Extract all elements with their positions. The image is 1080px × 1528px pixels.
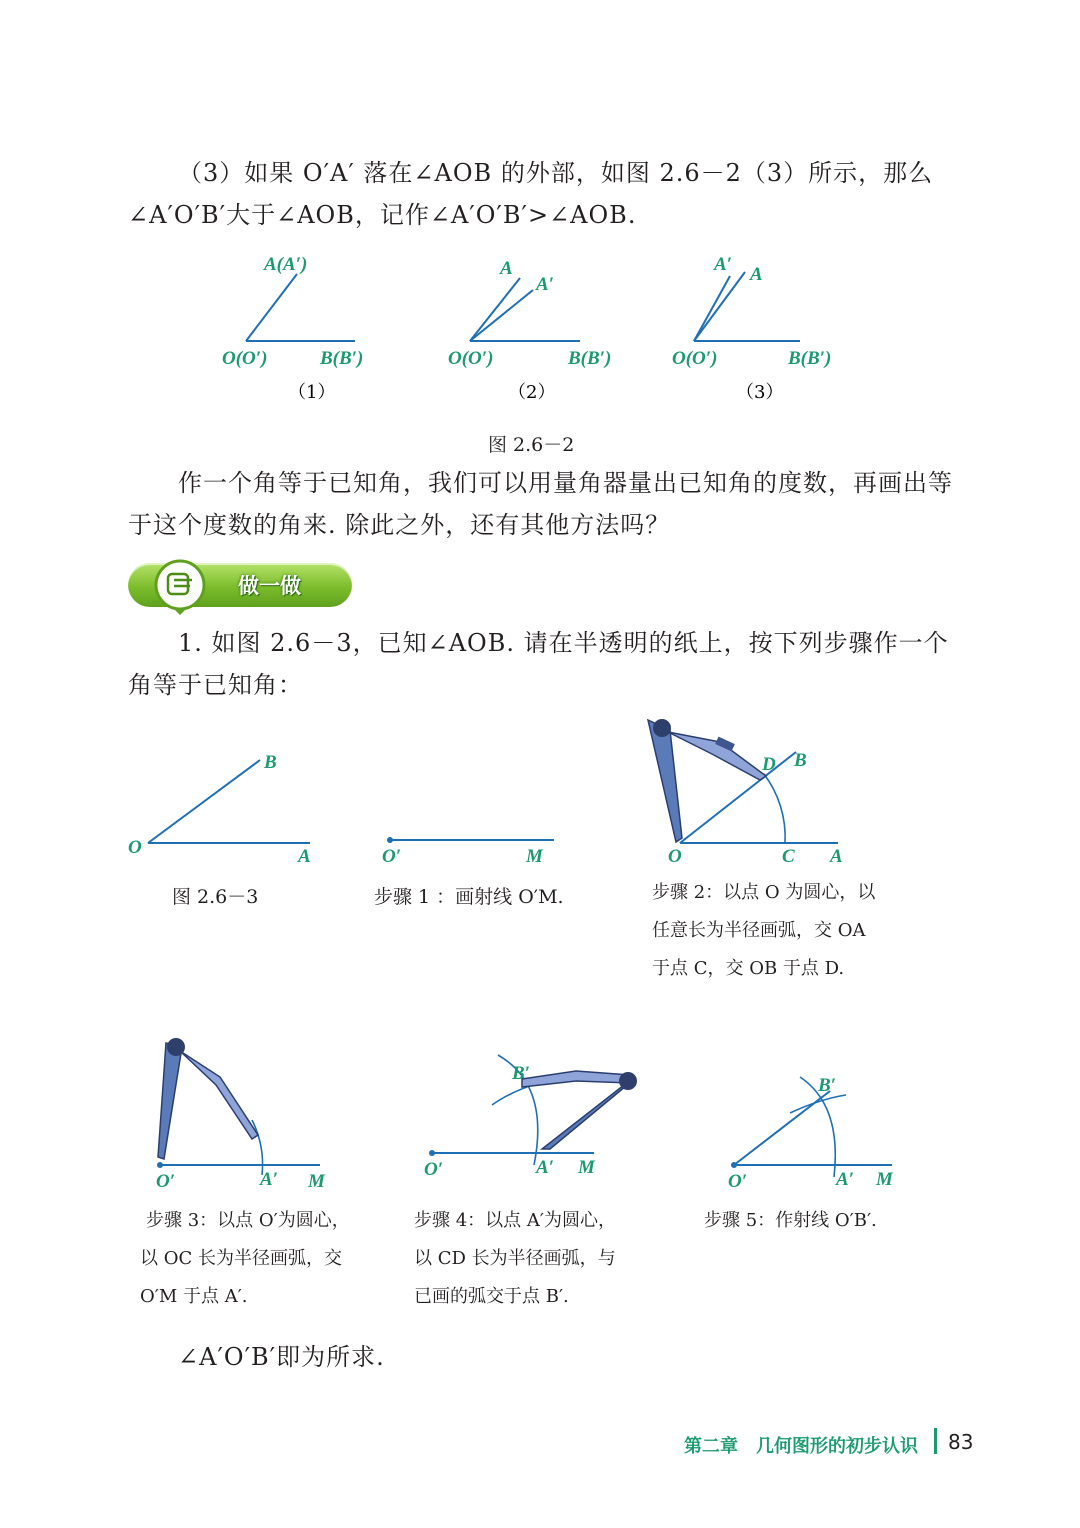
label-a-prime: A′: [536, 274, 555, 295]
subcaption-2: （2）: [508, 382, 556, 403]
label-a-prime: A′: [260, 1169, 279, 1190]
step-1-caption: 步骤 1 ：画射线 O′M.: [374, 886, 564, 908]
figure-2-6-2-panel-2: [448, 258, 611, 403]
label-a-prime: A′: [536, 1157, 555, 1178]
figure-2-6-3: [128, 752, 311, 867]
footer-chapter: 第二章 几何图形的初步认识: [684, 1436, 918, 1457]
task-1-line-2: 角等于已知角：: [128, 671, 303, 699]
step-3-line-3: O′M 于点 A′.: [140, 1286, 248, 1307]
label-b-b-prime: B(B′): [788, 348, 832, 369]
label-o-prime: O′: [156, 1171, 176, 1192]
paragraph-2-line-1: 作一个角等于已知角，我们可以用量角器量出已知角的度数，再画出等: [178, 469, 953, 497]
label-m: M: [526, 846, 543, 867]
step-4-line-1: 步骤 4：以点 A′为圆心，: [414, 1210, 616, 1231]
step-1-diagram: [382, 837, 554, 867]
step-2-line-1: 步骤 2：以点 O 为圆心，以: [652, 882, 876, 903]
label-o-prime: O′: [382, 846, 402, 867]
compass-icon: [522, 1071, 637, 1149]
label-m: M: [578, 1157, 595, 1178]
label-a-prime: A′: [714, 254, 733, 275]
step-4-diagram: [424, 1055, 637, 1180]
step-5-caption: 步骤 5：作射线 O′B′.: [704, 1210, 877, 1231]
figure-2-6-2-caption: 图 2.6－2: [488, 434, 575, 456]
label-b: B: [264, 752, 277, 773]
figure-2-6-2-panel-1: [222, 254, 363, 403]
paragraph-1-line-1: （3）如果 O′A′ 落在∠AOB 的外部，如图 2.6－2（3）所示，那么: [178, 159, 934, 187]
compass-icon: [158, 1038, 258, 1159]
label-c: C: [782, 846, 795, 867]
activity-badge: [128, 563, 352, 607]
hand-pointing-icon: [152, 559, 208, 615]
footer-divider: [934, 1428, 937, 1454]
label-a-a-prime: A(A′): [264, 254, 308, 275]
label-b-prime: B′: [818, 1075, 837, 1096]
step-2-diagram: [648, 719, 843, 867]
label-a-prime: A′: [836, 1169, 855, 1190]
label-o-o-prime: O(O′): [672, 348, 718, 369]
label-m: M: [876, 1169, 893, 1190]
label-a: A: [500, 258, 513, 279]
construction-row-1: [120, 710, 960, 880]
step-3-line-2: 以 OC 长为半径画弧，交: [140, 1248, 342, 1269]
step-2-line-2: 任意长为半径画弧，交 OA: [652, 920, 866, 941]
figure-2-6-2: [200, 240, 900, 410]
label-b-b-prime: B(B′): [568, 348, 612, 369]
label-o: O: [128, 837, 142, 858]
activity-title: 做一做: [238, 574, 301, 598]
label-o-o-prime: O(O′): [448, 348, 494, 369]
label-o-o-prime: O(O′): [222, 348, 268, 369]
label-b-prime: B′: [512, 1063, 531, 1084]
label-a: A: [830, 846, 843, 867]
label-a: A: [298, 846, 311, 867]
conclusion: ∠A′O′B′即为所求.: [178, 1343, 385, 1371]
step-2-line-3: 于点 C，交 OB 于点 D.: [652, 958, 845, 979]
subcaption-1: （1）: [288, 382, 336, 403]
label-a: A: [750, 264, 763, 285]
label-o: O: [668, 846, 682, 867]
label-o-prime: O′: [728, 1171, 748, 1192]
step-4-line-2: 以 CD 长为半径画弧，与: [414, 1248, 616, 1269]
figure-2-6-3-caption: 图 2.6－3: [172, 886, 259, 908]
figure-2-6-2-panel-3: [672, 254, 831, 403]
compass-icon: [648, 719, 766, 842]
label-b: B: [794, 750, 807, 771]
page-number: 83: [948, 1430, 974, 1454]
subcaption-3: （3）: [736, 382, 784, 403]
step-4-line-3: 已画的弧交于点 B′.: [414, 1286, 569, 1307]
step-3-line-1: 步骤 3：以点 O′为圆心，: [146, 1210, 350, 1231]
label-b-b-prime: B(B′): [320, 348, 364, 369]
step-5-diagram: [728, 1075, 894, 1192]
task-1-line-1: 1. 如图 2.6－3，已知∠AOB. 请在半透明的纸上，按下列步骤作一个: [178, 629, 949, 657]
label-m: M: [308, 1171, 325, 1192]
paragraph-1-line-2: ∠A′O′B′大于∠AOB，记作∠A′O′B′>∠AOB.: [128, 201, 637, 229]
construction-row-2: [130, 1025, 930, 1200]
step-3-diagram: [156, 1038, 326, 1192]
paragraph-2-line-2: 于这个度数的角来. 除此之外，还有其他方法吗？: [128, 511, 671, 539]
label-d: D: [762, 754, 776, 775]
label-o-prime: O′: [424, 1159, 444, 1180]
